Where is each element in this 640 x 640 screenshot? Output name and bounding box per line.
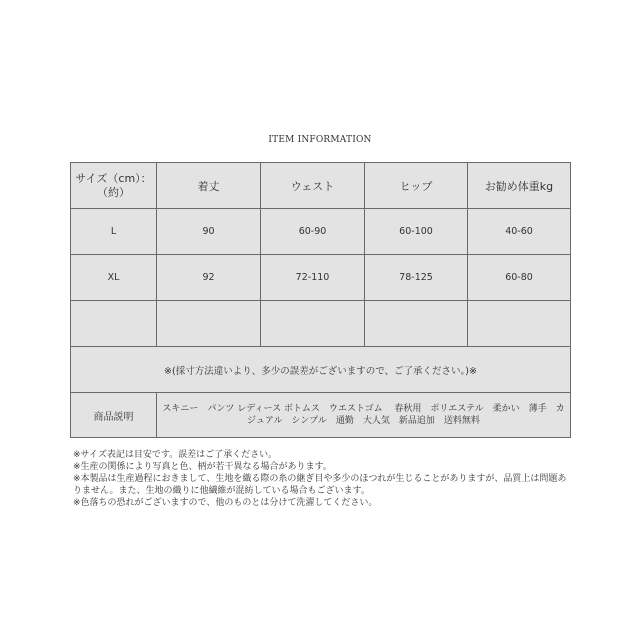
notes-list — [73, 449, 573, 509]
page-title: ITEM INFORMATION — [268, 135, 372, 145]
header-length: 着丈 — [157, 163, 261, 209]
table-row — [71, 255, 571, 301]
table-cell: 60-80 — [468, 255, 571, 301]
description-text: スキニー パンツ レディース ボトムス ウエストゴム 春秋用 ポリエステル 柔かい 薄手 カジュアル シンプル 通勤 大人気 新品追加 送料無料 — [162, 404, 565, 426]
table-cell — [71, 301, 157, 347]
table-cell: 60-100 — [365, 209, 468, 255]
table-cell — [157, 301, 261, 347]
description-cell — [157, 393, 571, 438]
header-weight: お勧め体重kg — [468, 163, 571, 209]
table-cell: 90 — [157, 209, 261, 255]
table-cell: L — [71, 209, 157, 255]
measurement-note-row — [71, 347, 571, 393]
table-row-empty — [71, 301, 571, 347]
table-cell: 78-125 — [365, 255, 468, 301]
header-size: サイズ（cm）： （約） — [71, 163, 157, 209]
table-cell: 40-60 — [468, 209, 571, 255]
table-header-row — [71, 163, 571, 209]
note-item: ※色落ちの恐れがございますので、他のものとは分けて洗濯してください。 — [73, 498, 378, 508]
description-label: 商品説明 — [71, 393, 157, 438]
table-cell: XL — [71, 255, 157, 301]
table-cell: 72-110 — [261, 255, 365, 301]
note-item: ※サイズ表記は目安です。誤差はご了承ください。 — [73, 450, 278, 460]
table-row — [71, 209, 571, 255]
size-table — [70, 162, 571, 438]
table-cell: 92 — [157, 255, 261, 301]
description-row — [71, 393, 571, 438]
table-cell: 60-90 — [261, 209, 365, 255]
note-item: ※生産の関係により写真と色、柄が若干異なる場合があります。 — [73, 462, 332, 472]
header-hip: ヒップ — [365, 163, 468, 209]
measurement-note: ※(採寸方法違いより、多少の誤差がございますので、ご了承ください。)※ — [71, 347, 571, 393]
table-cell — [468, 301, 571, 347]
table-cell — [261, 301, 365, 347]
header-waist: ウェスト — [261, 163, 365, 209]
table-cell — [365, 301, 468, 347]
note-item: ※本製品は生産過程におきまして、生地を織る際の糸の継ぎ目や多少のほつれが生じることがありますが、品質上は問題ありません。また、生地の織りに他繊維が混紡している場合もございます。 — [73, 474, 567, 496]
